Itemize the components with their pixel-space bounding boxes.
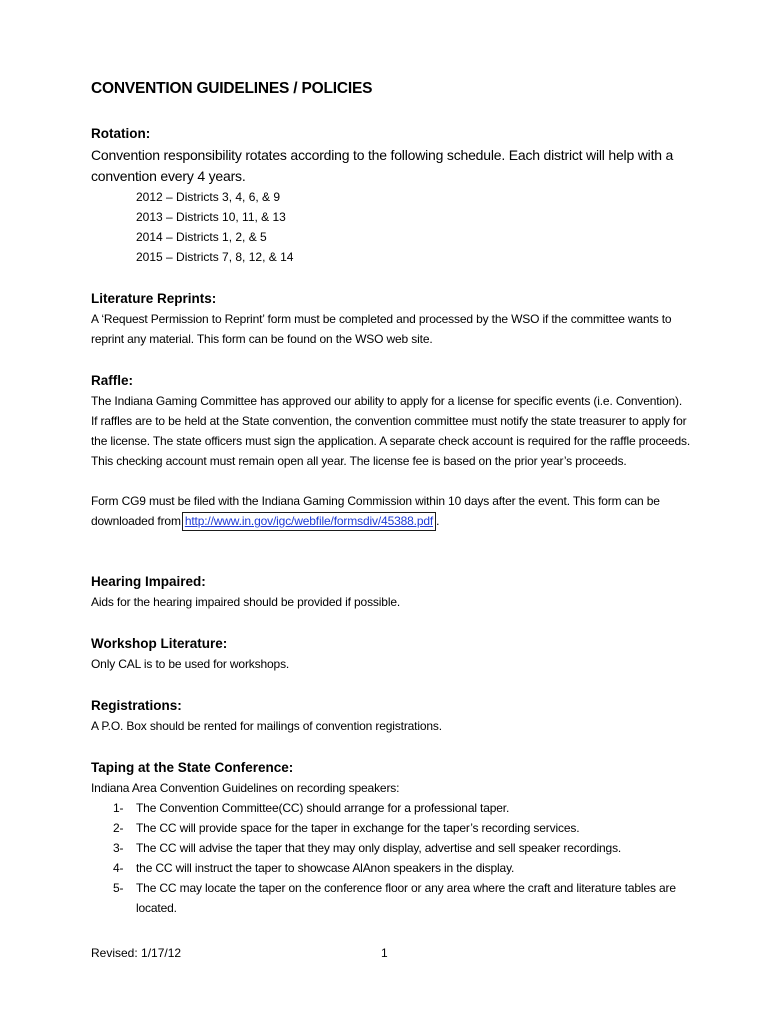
taping-intro: Indiana Area Convention Guidelines on recording speakers: xyxy=(91,781,400,795)
rotation-intro: Convention responsibility rotates according to the following schedule. Each district will help with a convention every 4 years. xyxy=(91,147,674,184)
list-item xyxy=(91,838,691,858)
list-item xyxy=(91,818,691,838)
schedule-item: 2012 – Districts 3, 4, 6, & 9 xyxy=(136,190,281,204)
taping-section xyxy=(91,758,691,918)
list-item-text: the CC will instruct the taper to showcase AlAnon speakers in the display. xyxy=(136,861,515,875)
taping-heading: Taping at the State Conference: xyxy=(91,760,294,775)
schedule-item: 2014 – Districts 1, 2, & 5 xyxy=(136,230,267,244)
raffle-heading: Raffle: xyxy=(91,373,134,388)
schedule-item: 2015 – Districts 7, 8, 12, & 14 xyxy=(136,250,294,264)
workshop-literature-heading: Workshop Literature: xyxy=(91,636,228,651)
raffle-form-text xyxy=(91,491,691,531)
list-item-text: The CC will provide space for the taper in exchange for the taper’s recording services. xyxy=(136,821,580,835)
literature-reprints-text: A ‘Request Permission to Reprint’ form must be completed and processed by the WSO if the committee wants to reprint any material. This form can be found on the WSO web site. xyxy=(91,312,672,346)
literature-reprints-section xyxy=(91,289,691,349)
list-item-text: The Convention Committee(CC) should arrange for a professional taper. xyxy=(136,801,510,815)
taping-list xyxy=(91,798,691,918)
hearing-impaired-heading: Hearing Impaired: xyxy=(91,574,206,589)
list-item-number: 3- xyxy=(113,841,124,855)
raffle-form-text-after: . xyxy=(436,514,440,528)
list-item-text: The CC will advise the taper that they may only display, advertise and sell speaker recordings. xyxy=(136,841,622,855)
hearing-impaired-text: Aids for the hearing impaired should be provided if possible. xyxy=(91,595,401,609)
list-item-number: 4- xyxy=(113,861,124,875)
workshop-literature-text: Only CAL is to be used for workshops. xyxy=(91,657,290,671)
list-item-text: The CC may locate the taper on the conference floor or any area where the craft and literature tables are located. xyxy=(136,881,676,915)
list-item xyxy=(91,878,691,918)
raffle-section xyxy=(91,371,691,531)
rotation-heading: Rotation: xyxy=(91,126,151,141)
rotation-schedule xyxy=(136,187,691,267)
raffle-text: The Indiana Gaming Committee has approved our ability to apply for a license for specific events (i.e. Convention). If raffles are to be held at the State convention, the convention committee must notify the state treasurer to apply for the license. The state officers must sign the application. A separate check account is required for the raffle proceeds. This checking account must remain open all year. The license fee is based on the prior year’s proceeds. xyxy=(91,394,691,468)
list-item xyxy=(91,798,691,818)
list-item-number: 1- xyxy=(113,801,124,815)
list-item-number: 5- xyxy=(113,881,124,895)
list-item-number: 2- xyxy=(113,821,124,835)
list-item xyxy=(91,858,691,878)
rotation-section xyxy=(91,124,691,267)
raffle-form-text-before: Form CG9 must be filed with the Indiana Gaming Commission within 10 days after the event. This form can be downloaded from xyxy=(91,494,660,528)
registrations-text: A P.O. Box should be rented for mailings of convention registrations. xyxy=(91,719,442,733)
revised-date: Revised: 1/17/12 xyxy=(91,946,182,960)
registrations-heading: Registrations: xyxy=(91,698,182,713)
form-download-link[interactable]: http://www.in.gov/igc/webfile/formsdiv/45388.pdf xyxy=(182,512,436,531)
page-title: CONVENTION GUIDELINES / POLICIES xyxy=(91,80,373,97)
hearing-impaired-section xyxy=(91,572,691,612)
registrations-section xyxy=(91,696,691,736)
literature-reprints-heading: Literature Reprints: xyxy=(91,291,217,306)
workshop-literature-section xyxy=(91,634,691,674)
page-number: 1 xyxy=(381,946,388,960)
schedule-item: 2013 – Districts 10, 11, & 13 xyxy=(136,210,286,224)
